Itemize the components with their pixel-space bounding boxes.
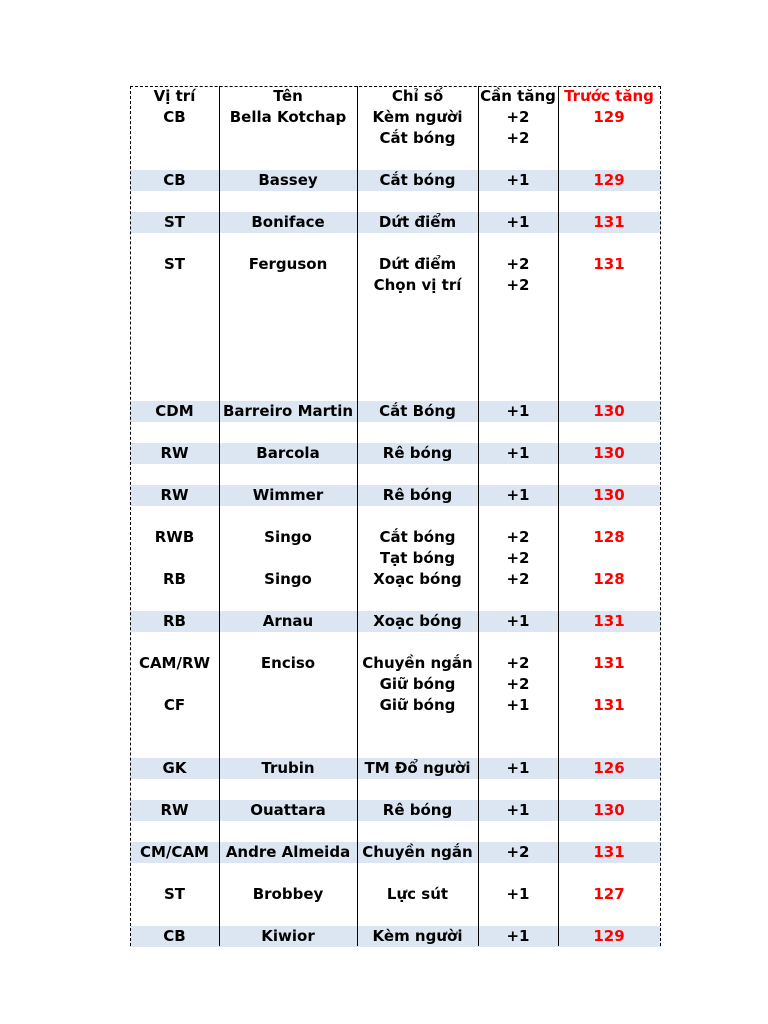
stat-cell: Rê bóng [382,486,453,504]
position-cell: CB [163,171,186,189]
header-before: Trước tăng [564,87,654,105]
increase-cell: +2 [506,675,530,693]
increase-cell: +1 [506,444,530,462]
stat-cell: Kèm người [372,108,463,126]
stat-cell: Rê bóng [382,444,453,462]
increase-cell: +1 [506,801,530,819]
increase-cell: +2 [506,549,530,567]
player-name-cell: Barcola [256,444,320,462]
increase-cell: +2 [506,843,530,861]
stat-cell: Rê bóng [382,801,453,819]
position-cell: CAM/RW [138,654,211,672]
stat-cell: Tạt bóng [379,549,456,567]
increase-cell: +1 [506,927,530,945]
position-cell: RWB [154,528,195,546]
increase-cell: +1 [506,402,530,420]
player-name-cell: Andre Almeida [225,843,351,861]
position-cell: ST [163,213,186,231]
before-value-cell: 130 [593,801,625,819]
right-border [660,86,661,946]
increase-cell: +1 [506,759,530,777]
player-name-cell: Arnau [262,612,314,630]
before-value-cell: 130 [593,444,625,462]
before-value-cell: 131 [593,696,625,714]
stat-cell: Dứt điểm [378,255,457,273]
stat-cell: Dứt điểm [378,213,457,231]
before-value-cell: 129 [593,108,625,126]
stat-cell: Giữ bóng [379,675,456,693]
position-cell: RW [160,444,189,462]
player-name-cell: Boniface [251,213,325,231]
position-cell: RW [160,801,189,819]
stat-cell: Cắt bóng [379,129,456,147]
stat-cell: Chuyền ngắn [362,843,473,861]
increase-cell: +2 [506,528,530,546]
before-value-cell: 130 [593,486,625,504]
before-value-cell: 131 [593,213,625,231]
stat-cell: Chuyền ngắn [362,654,473,672]
header-position: Vị trí [153,87,196,105]
increase-cell: +2 [506,255,530,273]
position-cell: RB [163,570,186,588]
player-name-cell: Wimmer [252,486,324,504]
stat-cell: Xoạc bóng [373,612,462,630]
before-value-cell: 129 [593,927,625,945]
player-name-cell: Trubin [261,759,315,777]
player-name-cell: Singo [264,570,312,588]
stat-cell: Giữ bóng [379,696,456,714]
before-value-cell: 130 [593,402,625,420]
player-name-cell: Bassey [258,171,318,189]
increase-cell: +2 [506,108,530,126]
position-cell: ST [163,885,186,903]
stat-cell: Cắt Bóng [379,402,456,420]
stat-cell: TM Đổ người [364,759,471,777]
player-upgrade-sheet [130,86,661,946]
increase-cell: +1 [506,612,530,630]
position-cell: GK [162,759,187,777]
player-name-cell: Barreiro Martin [222,402,354,420]
position-cell: CF [163,696,186,714]
increase-cell: +2 [506,276,530,294]
header-name: Tên [273,87,303,105]
position-cell: ST [163,255,186,273]
stat-cell: Lực sút [386,885,449,903]
increase-cell: +1 [506,486,530,504]
player-name-cell: Brobbey [252,885,324,903]
increase-cell: +2 [506,129,530,147]
before-value-cell: 128 [593,528,625,546]
increase-cell: +1 [506,696,530,714]
player-name-cell: Enciso [260,654,316,672]
header-stat: Chỉ số [391,87,444,105]
before-value-cell: 126 [593,759,625,777]
before-value-cell: 129 [593,171,625,189]
player-name-cell: Kiwior [261,927,315,945]
before-value-cell: 128 [593,570,625,588]
player-name-cell: Singo [264,528,312,546]
position-cell: CDM [155,402,194,420]
increase-cell: +2 [506,654,530,672]
before-value-cell: 127 [593,885,625,903]
before-value-cell: 131 [593,255,625,273]
header-needed: Cần tăng [480,87,556,105]
before-value-cell: 131 [593,612,625,630]
before-value-cell: 131 [593,654,625,672]
position-cell: CB [163,927,186,945]
stat-cell: Xoạc bóng [373,570,462,588]
stat-cell: Chọn vị trí [373,276,462,294]
position-cell: CM/CAM [140,843,209,861]
position-cell: RW [160,486,189,504]
position-cell: CB [163,108,186,126]
player-name-cell: Ouattara [250,801,326,819]
increase-cell: +1 [506,171,530,189]
stat-cell: Cắt bóng [379,171,456,189]
position-cell: RB [163,612,186,630]
before-value-cell: 131 [593,843,625,861]
player-name-cell: Ferguson [248,255,328,273]
stat-cell: Kèm người [372,927,463,945]
stat-cell: Cắt bóng [379,528,456,546]
increase-cell: +1 [506,213,530,231]
increase-cell: +1 [506,885,530,903]
increase-cell: +2 [506,570,530,588]
player-name-cell: Bella Kotchap [229,108,347,126]
